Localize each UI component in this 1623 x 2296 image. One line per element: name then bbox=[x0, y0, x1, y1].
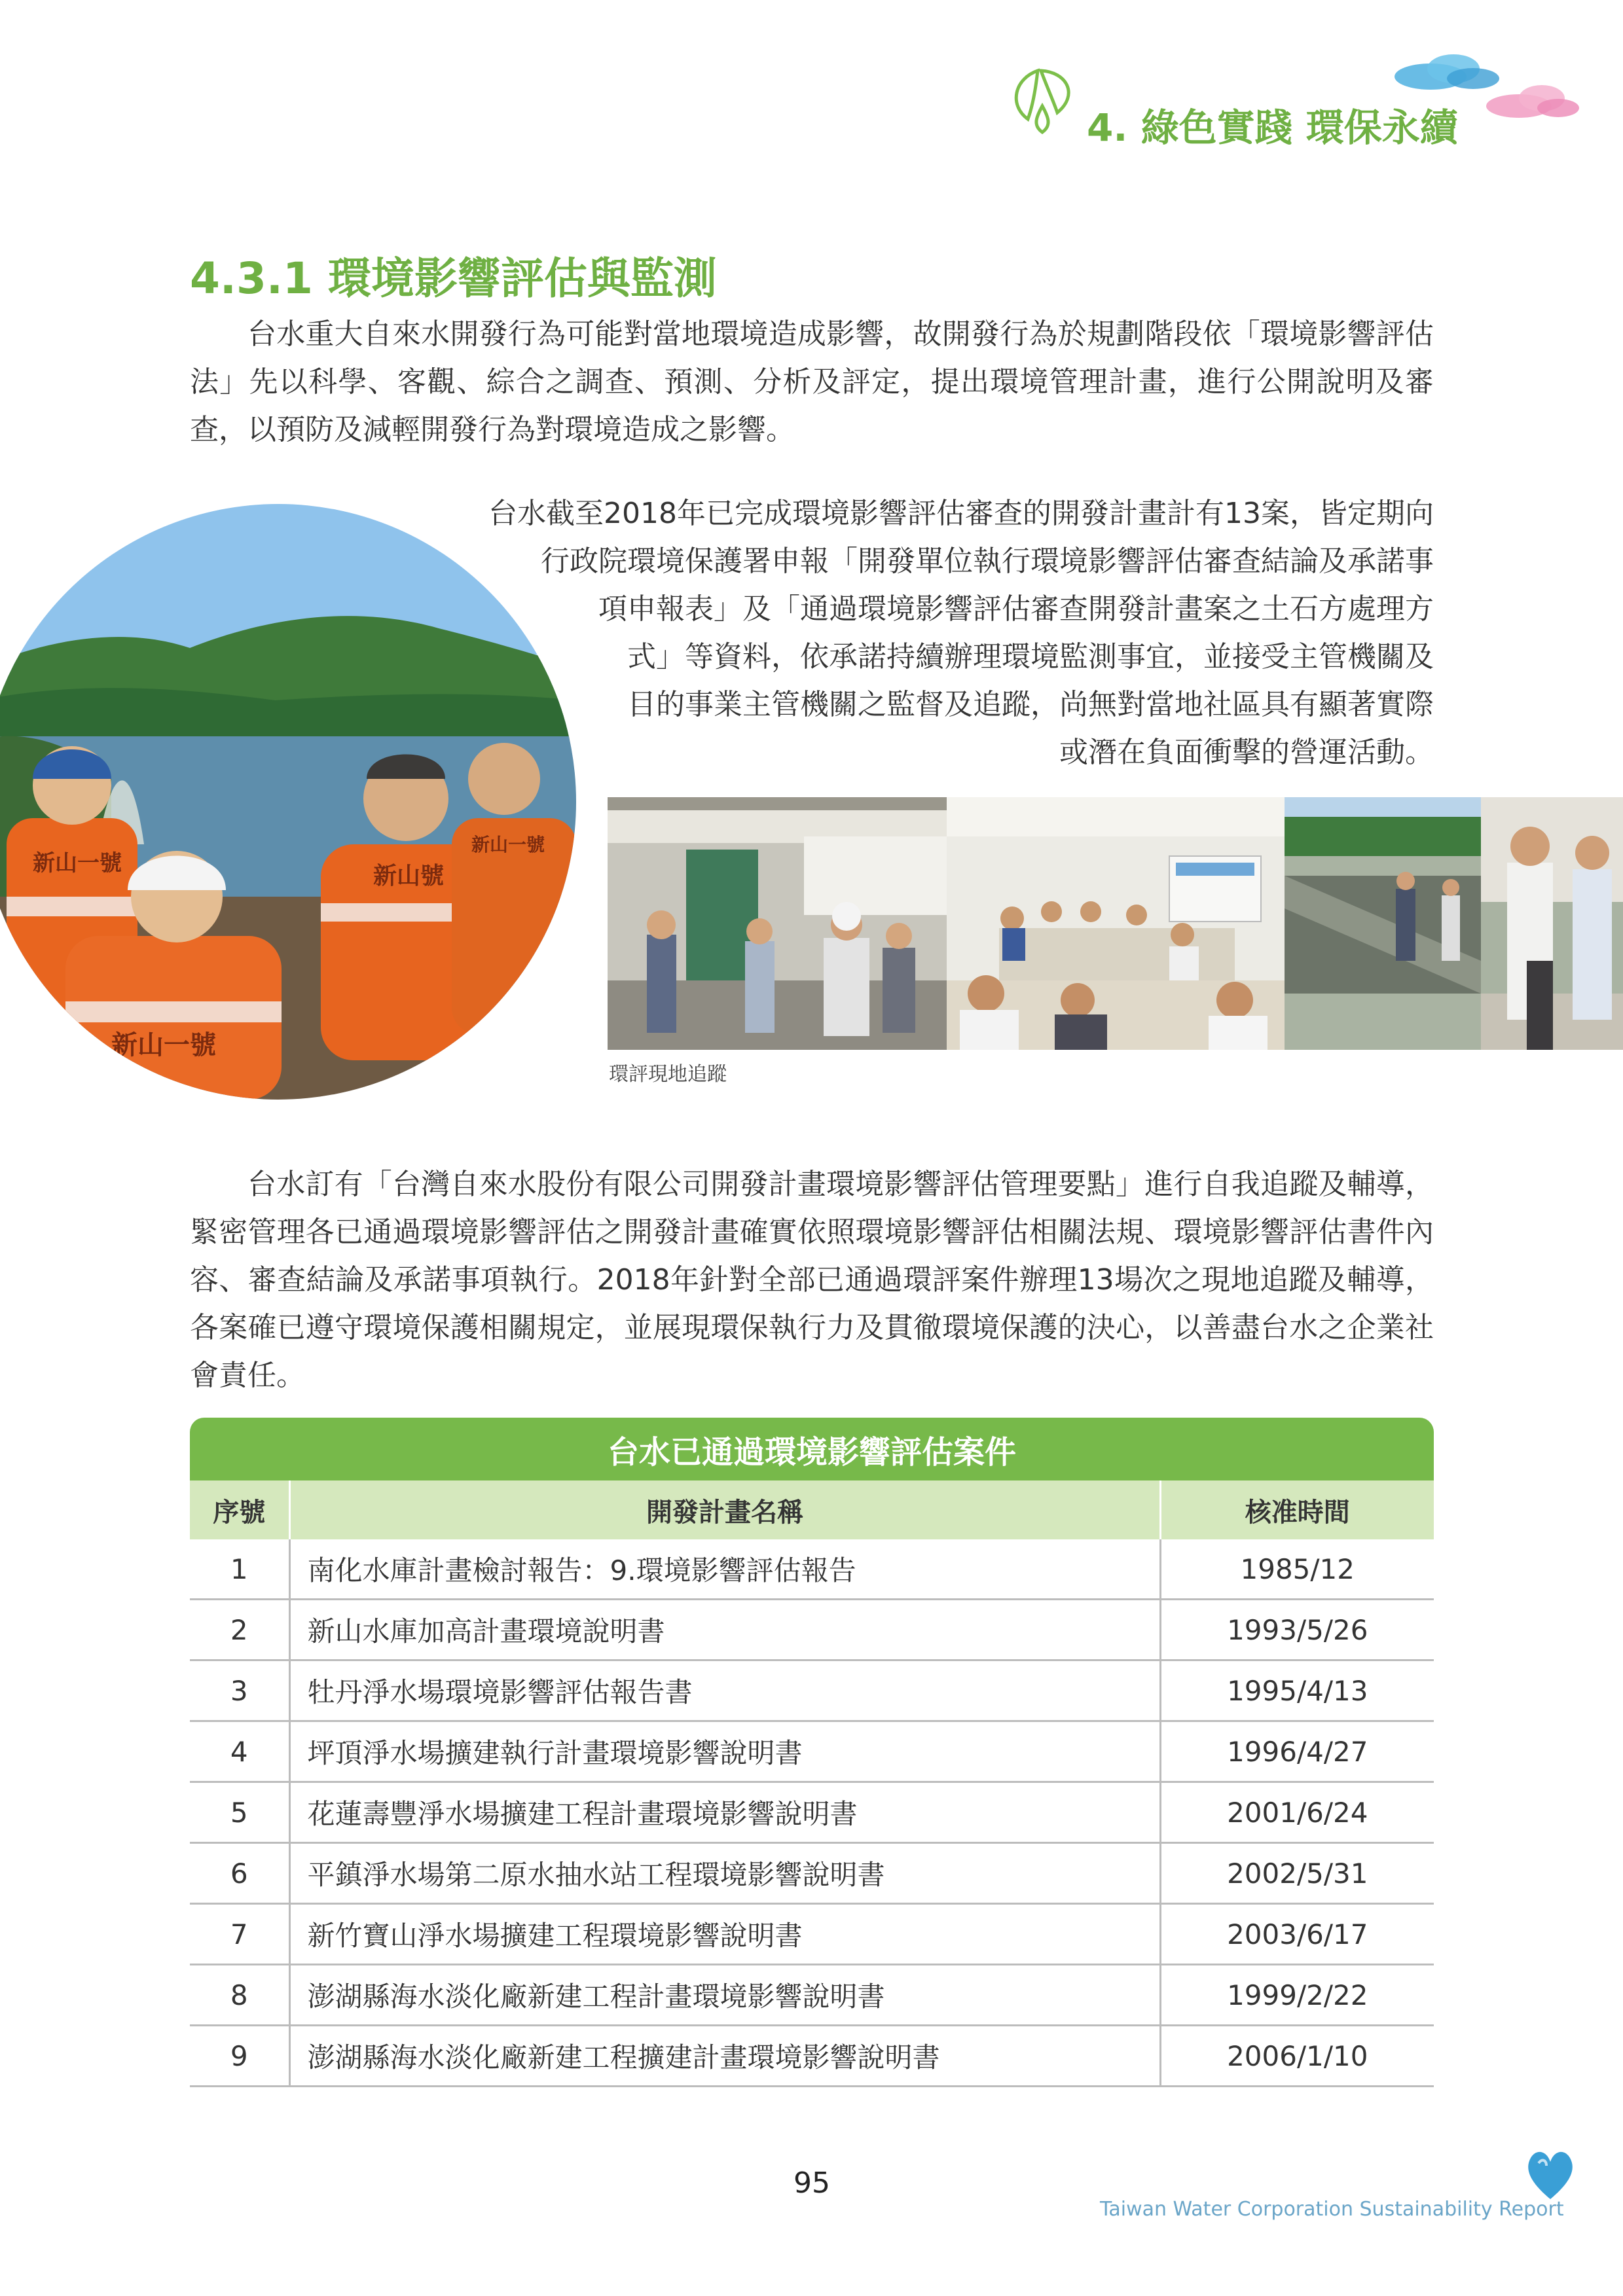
project-name: 澎湖縣海水淡化廠新建工程計畫環境影響說明書 bbox=[289, 1965, 1160, 2026]
approval-date: 1993/5/26 bbox=[1160, 1600, 1434, 1660]
management-paragraph-text: 台水訂有「台灣自來水股份有限公司開發計畫環境影響評估管理要點」進行自我追蹤及輔導，緊密管理各已通過環境影響評估之開發計畫確實依照環境影響評估相關法規、環境影響評估書件內容、審查結論及承諾事項執行。2018年針對全部已通過環評案件辦理13場次之現地追蹤及輔導，各案確已遵守環境保護相關規定，並展現環保執行力及貫徹環境保護的決心，以善盡台水之企業社會責任。 bbox=[190, 1168, 1434, 1392]
column-header-number: 序號 bbox=[190, 1480, 289, 1539]
table-row bbox=[190, 1539, 1434, 1600]
vest-label: 新山一號 bbox=[33, 850, 122, 876]
table-row bbox=[190, 1843, 1434, 1904]
project-name: 牡丹淨水場環境影響評估報告書 bbox=[289, 1660, 1160, 1721]
project-name: 坪頂淨水場擴建執行計畫環境影響說明書 bbox=[289, 1721, 1160, 1782]
table-row bbox=[190, 1721, 1434, 1782]
approval-date: 2002/5/31 bbox=[1160, 1843, 1434, 1904]
approval-date: 2003/6/17 bbox=[1160, 1904, 1434, 1965]
meeting-room-photo bbox=[947, 797, 1285, 1050]
heart-icon bbox=[1524, 2144, 1577, 2202]
project-name: 平鎮淨水場第二原水抽水站工程環境影響說明書 bbox=[289, 1843, 1160, 1904]
chapter-title: 4. 綠色實踐 環保永續 bbox=[1087, 105, 1458, 150]
site-tracking-photo-strip bbox=[608, 797, 1623, 1050]
project-name: 澎湖縣海水淡化廠新建工程擴建計畫環境影響說明書 bbox=[289, 2026, 1160, 2087]
cloud-pink-decoration bbox=[1483, 79, 1581, 124]
row-number: 2 bbox=[190, 1600, 289, 1660]
approval-date: 2006/1/10 bbox=[1160, 2026, 1434, 2087]
column-header-project-name: 開發計畫名稱 bbox=[289, 1480, 1160, 1539]
eia-cases-table bbox=[190, 1418, 1434, 2087]
table-row bbox=[190, 1782, 1434, 1843]
project-name: 南化水庫計畫檢討報告：9.環境影響評估報告 bbox=[289, 1539, 1160, 1600]
section-title: 4.3.1 環境影響評估與監測 bbox=[190, 253, 717, 304]
pump-station-photo bbox=[608, 797, 947, 1050]
report-name: Taiwan Water Corporation Sustainability Report bbox=[1100, 2198, 1564, 2221]
table-row bbox=[190, 1965, 1434, 2026]
row-number: 7 bbox=[190, 1904, 289, 1965]
table-row bbox=[190, 1660, 1434, 1721]
approval-date: 1996/4/27 bbox=[1160, 1721, 1434, 1782]
row-number: 1 bbox=[190, 1539, 289, 1600]
photo-caption: 環評現地追蹤 bbox=[609, 1063, 727, 1086]
page-number: 95 bbox=[793, 2166, 830, 2200]
row-number: 8 bbox=[190, 1965, 289, 2026]
row-number: 9 bbox=[190, 2026, 289, 2087]
table-title: 台水已通過環境影響評估案件 bbox=[190, 1418, 1434, 1480]
row-number: 3 bbox=[190, 1660, 289, 1721]
approval-date: 2001/6/24 bbox=[1160, 1782, 1434, 1843]
row-number: 5 bbox=[190, 1782, 289, 1843]
page-header bbox=[0, 0, 1623, 170]
project-name: 新山水庫加高計畫環境說明書 bbox=[289, 1600, 1160, 1660]
table-row bbox=[190, 2026, 1434, 2087]
project-name: 新竹寶山淨水場擴建工程環境影響說明書 bbox=[289, 1904, 1160, 1965]
approval-date: 1995/4/13 bbox=[1160, 1660, 1434, 1721]
intro-paragraph bbox=[190, 310, 1434, 454]
table-row bbox=[190, 1600, 1434, 1660]
vest-label: 新山一號 bbox=[471, 834, 545, 855]
management-paragraph bbox=[190, 1160, 1434, 1399]
row-number: 6 bbox=[190, 1843, 289, 1904]
intro-paragraph-text: 台水重大自來水開發行為可能對當地環境造成影響，故開發行為於規劃階段依「環境影響評估法」先以科學、客觀、綜合之調查、預測、分析及評定，提出環境管理計畫，進行公開說明及審查，以預防及減輕開發行為對環境造成之影響。 bbox=[190, 317, 1434, 446]
leaf-water-drop-icon bbox=[1002, 59, 1087, 144]
vest-label: 新山一號 bbox=[111, 1030, 216, 1060]
approval-date: 1999/2/22 bbox=[1160, 1965, 1434, 2026]
assessment-line: 目的事業主管機關之監督及追蹤，尚無對當地社區具有顯著實際 bbox=[627, 688, 1434, 721]
table-header-row bbox=[190, 1480, 1434, 1539]
eia-table bbox=[190, 1480, 1434, 2087]
project-name: 花蓮壽豐淨水場擴建工程計畫環境影響說明書 bbox=[289, 1782, 1160, 1843]
approval-date: 1985/12 bbox=[1160, 1539, 1434, 1600]
column-header-approval-date: 核准時間 bbox=[1160, 1480, 1434, 1539]
assessment-line: 台水截至2018年已完成環境影響評估審查的開發計畫計有13案，皆定期向 bbox=[488, 497, 1434, 530]
vest-label: 新山號 bbox=[373, 863, 445, 889]
assessment-line: 式」等資料，依承諾持續辦理環境監測事宜，並接受主管機關及 bbox=[627, 640, 1434, 673]
assessment-line: 行政院環境保護署申報「開發單位執行環境影響評估審查結論及承諾事 bbox=[541, 545, 1434, 578]
assessment-paragraph bbox=[458, 490, 1434, 776]
row-number: 4 bbox=[190, 1721, 289, 1782]
assessment-line: 項申報表」及「通過環境影響評估審查開發計畫案之土石方處理方 bbox=[598, 592, 1434, 626]
assessment-line: 或潛在負面衝擊的營運活動。 bbox=[1059, 736, 1434, 769]
outdoor-site-photo bbox=[1285, 797, 1623, 1050]
table-row bbox=[190, 1904, 1434, 1965]
